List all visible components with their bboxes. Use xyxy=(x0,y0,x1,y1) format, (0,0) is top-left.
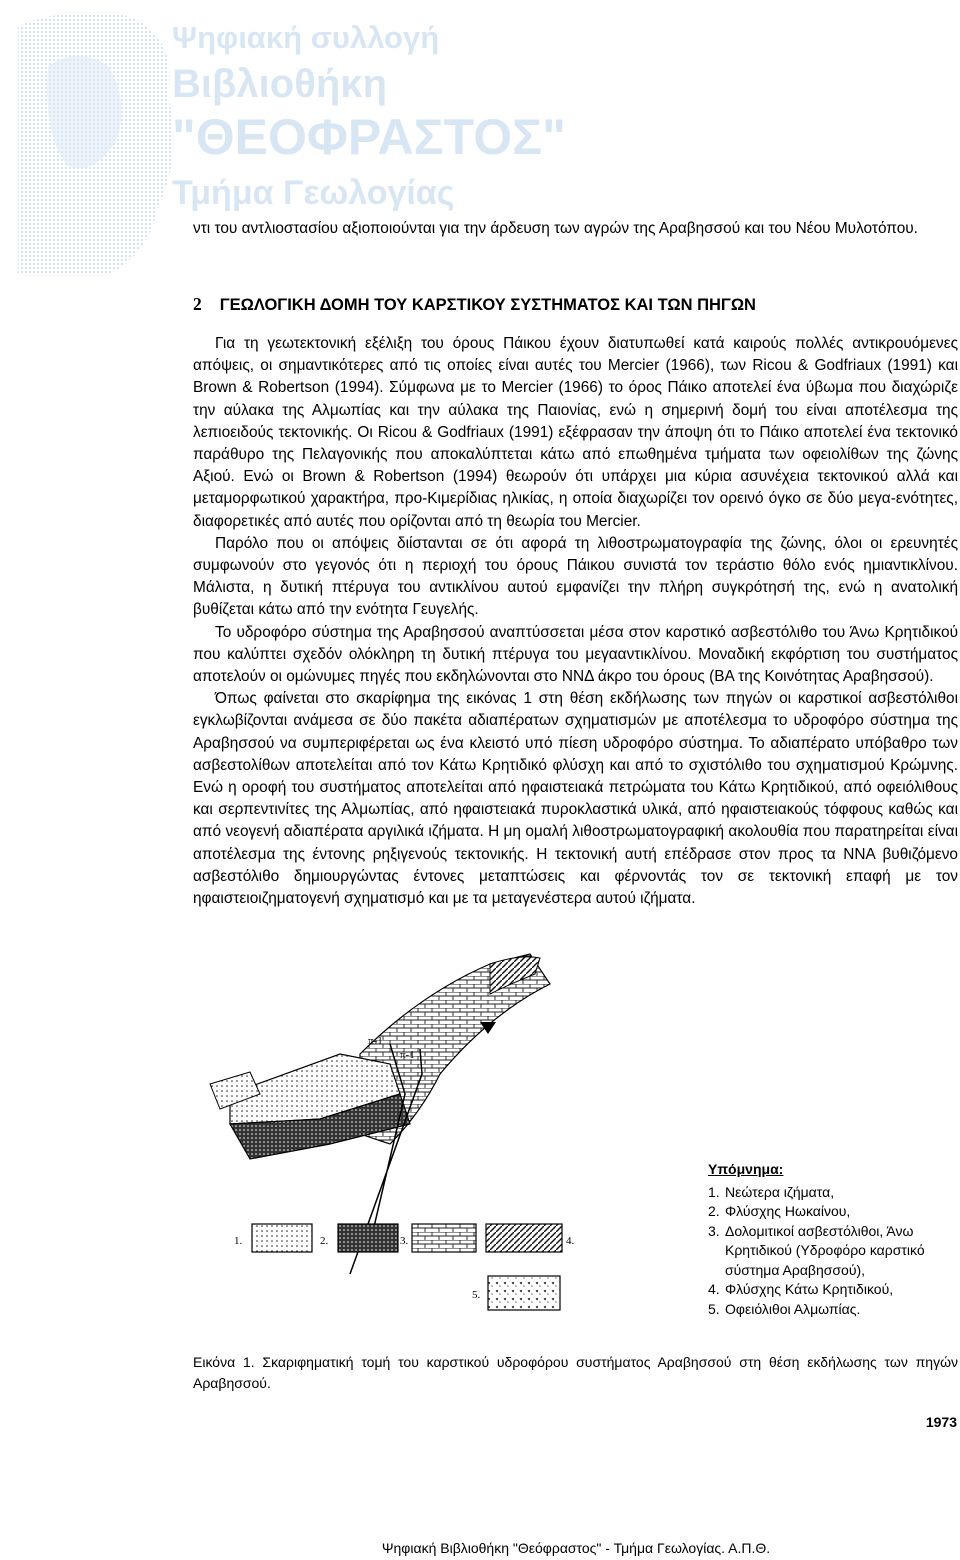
page-footer: Ψηφιακή Βιβλιοθήκη "Θεόφραστος" - Τμήμα Γεωλογίας. Α.Π.Θ. xyxy=(381,1540,771,1556)
legend-item-number: 2. xyxy=(708,1203,720,1219)
legend-title: Υπόμνημα: xyxy=(708,1161,784,1177)
swatch-label: 1. xyxy=(234,1235,243,1247)
legend-swatch-5 xyxy=(488,1276,560,1310)
legend-swatch-4 xyxy=(486,1224,562,1252)
legend-item-text: Φλύσχης Κάτω Κρητιδικού, xyxy=(725,1281,894,1297)
watermark-line-3: "ΘΕΟΦΡΑΣΤΟΣ" xyxy=(172,109,566,165)
paragraph: Παρόλο που οι απόψεις διίστανται σε ότι αφορά τη λιθοστρωματογραφία της ζώνης, όλοι οι ερευνητές συμφωνούν στο γεγονός ότι η περιοχή του όρους Πάικου συνιστά τον τεράστιο θόλο ενός ημιαντικλίνου. Μάλιστα, η δυτική πτέρυγα του αντικλίνου αυτού εμφανίζει την πλήρη συγκρότησή της, ενώ η ανατολική βυθίζεται κάτω από την ενότητα Γευγελής. xyxy=(193,534,958,619)
section-title: ΓΕΩΛΟΓΙΚΗ ΔΟΜΗ ΤΟΥ ΚΑΡΣΤΙΚΟΥ ΣΥΣΤΗΜΑΤΟΣ ΚΑΙ ΤΩΝ ΠΗΓΩΝ xyxy=(219,296,756,314)
paragraph: Για τη γεωτεκτονική εξέλιξη του όρους Πάικου έχουν διατυπωθεί κατά καιρούς πολλές αντικρουόμενες απόψεις, οι σημαντικότερες από τις οποίες είναι αυτές του Mercier (1966), των Ricou & Godfriaux (1991) και Brown & Robertson (1994). Σύμφωνα με το Mercier (1966) το όρος Πάικο αποτελεί ένα ύβωμα που διαχώριζε την αύλακα της Αλμωπίας και την αύλακα της Παιονίας, ενώ η σημερινή δομή του είναι αποτέλεσμα της λεπιοειδούς τεκτονικής. Οι Ricou & Godfriaux (1991) εξέφρασαν την άποψη ότι το Πάικο αποτελεί ένα τεκτονικό παράθυρο της Πελαγονικής που αποκαλύπτεται κάτω από επωθημένα τμήματα των οφειολίθων της ζώνης Αξιού. Ενώ οι Brown & Robertson (1994) θεωρούν ότι υπάρχει μια κύρια ασυνέχεια τεκτονικού αλλά και μεταμορφωτικού χαρακτήρα, προ-Κιμερίδιας ηλικίας, η οποία διαχωρίζει τον ορεινό όγκο σε δύο μεγα-ενότητες, διαφορετικές από αυτές που ορίζονται από τη θεωρία του Mercier. xyxy=(193,335,958,530)
figure-caption: Εικόνα 1. Σκαριφηματική τομή του καρστικού υδροφόρου συστήματος Αραβησσού στη θέση εκδήλωσης των πηγών Αραβησσού. xyxy=(193,1354,958,1391)
legend-item-number: 5. xyxy=(708,1300,720,1317)
swatch-label: 2. xyxy=(320,1235,329,1247)
sketch-label: π-1 xyxy=(400,1049,415,1061)
sketch-label: π-1 xyxy=(368,1035,383,1047)
swatch-label: 3. xyxy=(400,1235,409,1247)
legend-item-text: Νεώτερα ιζήματα, xyxy=(725,1183,835,1200)
paragraph: Το υδροφόρο σύστημα της Αραβησσού αναπτύσσεται μέσα στον καρστικό ασβεστόλιθο του Άνω Κρητιδικού που καλύπτει σχεδόν ολόκληρη τη δυτική πτέρυγα του μεγααντικλίνου. Μοναδική εκφόρτιση του συστήματος αποτελούν οι ομώνυμες πηγές που εκδηλώνονται στο ΝΝΔ άκρο του όρους (ΒΑ της Κοινότητας Αραβησσού). xyxy=(193,623,958,686)
legend-item xyxy=(708,1280,958,1300)
intro-paragraph: ντι του αντλιοστασίου αξιοποιούνται για την άρδευση των αγρών της Αραβησσού και του Νέου Μυλοτόπου. xyxy=(193,220,918,237)
legend-item-text: Φλύσχης Ηωκαίνου, xyxy=(725,1203,851,1219)
legend-item-number: 4. xyxy=(708,1281,720,1297)
watermark-line-4: Τμήμα Γεωλογίας xyxy=(172,174,455,212)
legend-item-number: 3. xyxy=(708,1222,720,1239)
legend-item-text: Οφειόλιθοι Αλμωπίας. xyxy=(725,1300,861,1317)
figure-legend xyxy=(708,1160,958,1319)
legend-swatch-3 xyxy=(412,1224,476,1252)
body-text xyxy=(193,333,958,910)
swatch-label: 5. xyxy=(472,1289,481,1301)
section-number: 2 xyxy=(193,294,202,314)
section-heading xyxy=(193,292,958,317)
geological-cross-section-sketch xyxy=(190,944,750,1324)
page-number: 1973 xyxy=(925,1414,957,1430)
paragraph: Όπως φαίνεται στο σκαρίφημα της εικόνας 1 στη θέση εκδήλωσης των πηγών οι καρστικοί ασβεστόλιθοι εγκλωβίζονται ανάμεσα σε δύο πακέτα αδιαπέρατων σχηματισμών με αποτέλεσμα το υδροφόρο σύστημα της Αραβησσού να συμπεριφέρεται ως ένα κλειστό υπό πίεση υδροφόρο σύστημα. Το αδιαπέρατο υπόβαθρο των ασβεστολίθων αποτελείται από τον Κάτω Κρητιδικό φλύσχη και από το σχιστόλιθο του σχηματισμού Κρώμνης. Ενώ η οροφή του συστήματος αποτελείται από ηφαιστειακά πετρώματα του Κάτω Κρητιδικού, από οφειόλιθους και σερπεντινίτες της Αλμωπίας, από ηφαιστειακά πυροκλαστικά υλικά, από ηφαιστειακούς τόφφους καθώς και από νεογενή αδιαπέρατα αργιλικά ιζήματα. Η μη ομαλή λιθοστρωματογραφική ακολουθία που παρατηρείται είναι αποτέλεσμα της έντονης ρηξιγενούς τεκτονικής. Η τεκτονική αυτή επέδρασε στον προς τα ΝΝΑ βυθιζόμενο ασβεστόλιθο δημιουργώντας έντονες μεταπτώσεις και φέρνοντάς τον σε τεκτονική επαφή με τον ηφαιστειοιζηματογενή σχηματισμό και με τα μεταγενέστερα αυτού ιζήματα. xyxy=(193,690,958,908)
legend-item xyxy=(708,1202,958,1222)
legend-swatch-1 xyxy=(252,1224,312,1252)
legend-item xyxy=(708,1300,958,1320)
swatch-label: 4. xyxy=(566,1235,575,1247)
watermark-line-2: Βιβλιοθήκη xyxy=(172,62,387,106)
legend-item xyxy=(708,1183,958,1203)
legend-item-text: Δολομιτικοί ασβεστόλιθοι, Άνω Κρητιδικού (Υδροφόρο καρστικό σύστημα Αραβησσού), xyxy=(725,1222,925,1278)
legend-item-number: 1. xyxy=(708,1183,720,1200)
cross-section-svg xyxy=(190,944,750,1324)
legend-item xyxy=(708,1222,958,1281)
watermark-line-1: Ψηφιακή συλλογή xyxy=(172,20,440,55)
legend-swatch-2 xyxy=(338,1224,398,1252)
